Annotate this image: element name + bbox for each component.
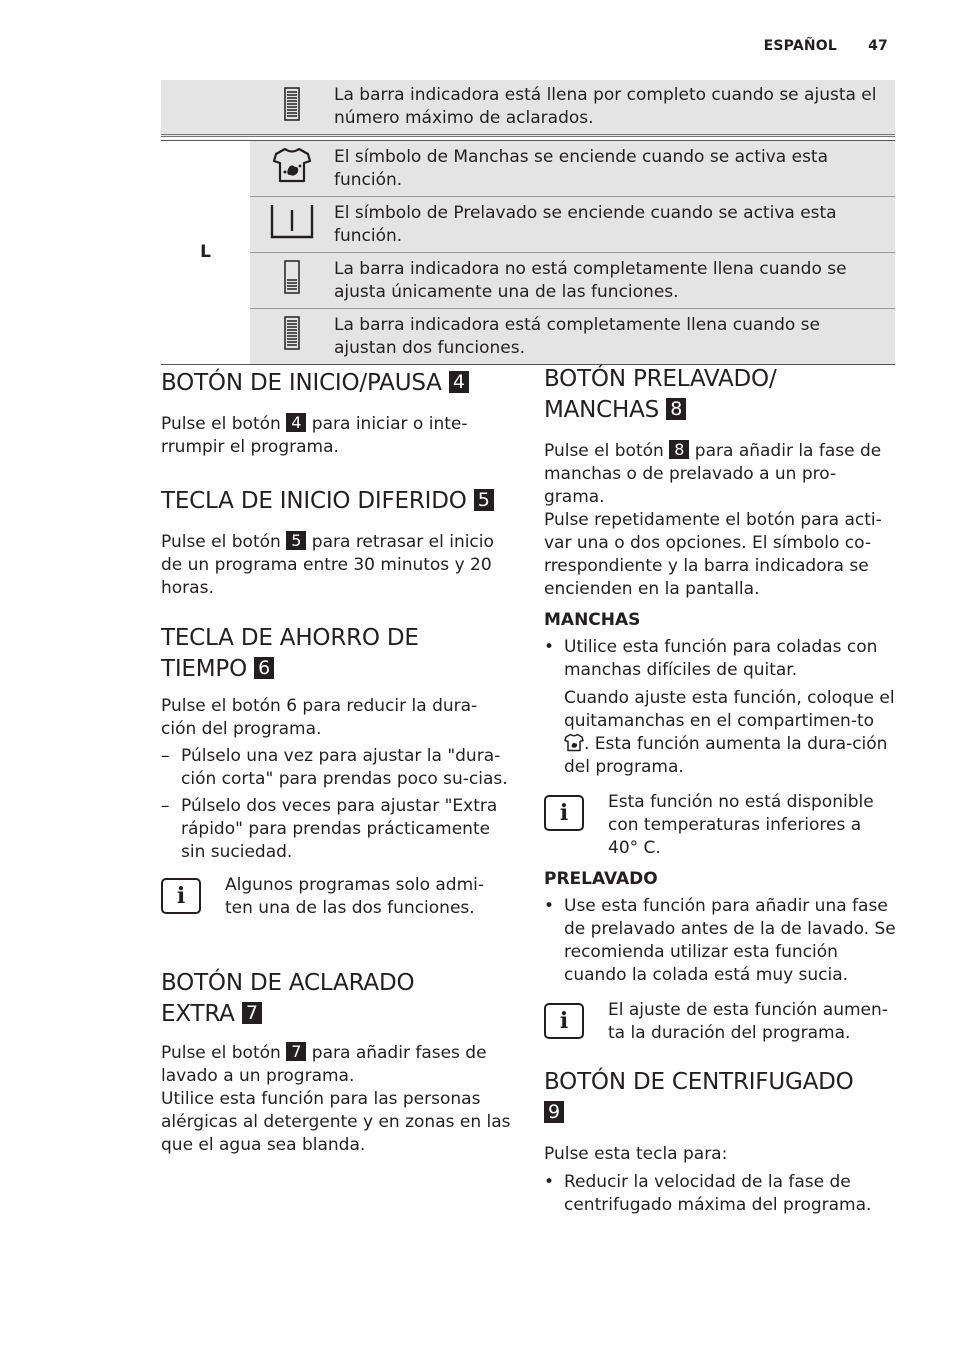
section-paragraph: Utilice esta función para las personas alérgicas al detergente y en zonas en las que el agua sea blanda.: [161, 1089, 511, 1155]
table-icon-cell: [250, 80, 334, 136]
table-text-cell: La barra indicadora está completamente llena cuando se ajustan dos funciones.: [334, 309, 895, 365]
table-key-cell: [161, 80, 250, 136]
bullet-list: [544, 1171, 896, 1217]
button-number-badge: 7: [286, 1042, 306, 1061]
section-prewash-stain: [544, 364, 896, 1045]
table-row: [161, 197, 895, 253]
table-row: [161, 141, 895, 197]
section-delay-start: [161, 486, 511, 600]
section-paragraph: Pulse repetidamente el botón para acti-var una o dos opciones. El símbolo co-rrespondiente y la barra indicadora se encienden en la pantalla.: [544, 510, 882, 599]
button-number-badge: 4: [449, 371, 469, 393]
prewash-tub-icon: [269, 202, 315, 240]
table-icon-cell: [250, 141, 334, 197]
full-bar-icon: [284, 87, 300, 121]
section-title: TECLA DE AHORRO DE TIEMPO 6: [161, 625, 419, 682]
section-paragraph: Pulse el botón 7 para añadir fases de lavado a un programa.: [161, 1042, 487, 1086]
stain-shirt-icon: [272, 147, 312, 183]
table-text-cell: La barra indicadora está llena por completo cuando se ajusta el número máximo de aclarados.: [334, 80, 895, 136]
table-icon-cell: [250, 197, 334, 253]
list-item: • Utilice esta función para coladas con manchas difíciles de quitar.: [544, 636, 896, 682]
button-number-badge: 7: [242, 1002, 262, 1024]
symbol-table-top: [161, 80, 895, 137]
section-title: TECLA DE INICIO DIFERIDO 5: [161, 486, 511, 517]
list-item: • Use esta función para añadir una fase de prelavado antes de la de lavado. Se recomienda utilizar esta función cuando la colada está muy sucia.: [544, 895, 896, 987]
section-time-save: [161, 623, 511, 920]
list-item: – Púlselo dos veces para ajustar "Extra rápido" para prendas prácticamente sin suciedad.: [161, 795, 511, 864]
section-paragraph: Pulse el botón 6 para reducir la dura-ción del programa.: [161, 696, 478, 739]
button-number-badge: 5: [474, 489, 494, 511]
section-paragraph: Pulse el botón 4 para iniciar o inte-rrumpir el programa.: [161, 413, 468, 457]
info-note: i Esta función no está disponible con temperaturas inferiores a 40° C.: [544, 791, 896, 860]
section-title: BOTÓN DE INICIO/PAUSA 4: [161, 368, 511, 399]
section-start-pause: [161, 368, 511, 459]
info-icon: i: [544, 795, 584, 831]
section-title: BOTÓN DE ACLARADO EXTRA 7: [161, 970, 415, 1027]
info-note: i Algunos programas solo admi-ten una de las dos funciones.: [161, 874, 511, 920]
table-key-cell: L: [161, 141, 250, 365]
section-extra-rinse: [161, 968, 511, 1157]
table-icon-cell: [250, 309, 334, 365]
table-row: [161, 80, 895, 136]
partial-bar-icon: [284, 260, 300, 294]
full-bar-icon: [284, 316, 300, 350]
section-title: BOTÓN DE CENTRIFUGADO 9: [544, 1069, 854, 1123]
subsection-title: PRELAVADO: [544, 869, 658, 889]
page-number: 47: [868, 38, 888, 54]
bullet-list: [544, 895, 896, 987]
button-number-badge: 5: [286, 531, 306, 550]
section-paragraph: Pulse esta tecla para:: [544, 1144, 728, 1164]
bullet-list: [544, 636, 896, 682]
subsection-title: MANCHAS: [544, 610, 641, 630]
button-number-badge: 8: [669, 440, 689, 459]
table-row: [161, 309, 895, 365]
button-number-badge: 9: [544, 1101, 564, 1123]
list-item: • Reducir la velocidad de la fase de centrifugado máxima del programa.: [544, 1171, 896, 1217]
section-paragraph: Pulse el botón 8 para añadir la fase de manchas o de prelavado a un pro-grama.: [544, 440, 882, 507]
table-text-cell: El símbolo de Prelavado se enciende cuando se activa esta función.: [334, 197, 895, 253]
button-number-badge: 6: [254, 657, 274, 679]
dash-list: [161, 745, 511, 864]
header-language: ESPAÑOL: [763, 38, 838, 54]
page-header: [764, 38, 888, 54]
list-item: – Púlselo una vez para ajustar la "dura-ción corta" para prendas poco su-cias.: [161, 745, 511, 791]
section-paragraph: Cuando ajuste esta función, coloque el quitamanchas en el compartimen-to . Esta función aumenta la dura-ción del programa.: [564, 688, 895, 777]
button-number-badge: 4: [286, 413, 306, 432]
table-text-cell: La barra indicadora no está completamente llena cuando se ajusta únicamente una de las funciones.: [334, 253, 895, 309]
table-row: [161, 253, 895, 309]
symbol-table-l: [161, 140, 895, 365]
table-icon-cell: [250, 253, 334, 309]
stain-shirt-icon: [564, 733, 584, 752]
section-title: BOTÓN PRELAVADO/ MANCHAS 8: [544, 366, 777, 423]
table-text-cell: El símbolo de Manchas se enciende cuando se activa esta función.: [334, 141, 895, 197]
button-number-badge: 8: [666, 398, 686, 420]
section-paragraph: Pulse el botón 5 para retrasar el inicio de un programa entre 30 minutos y 20 horas.: [161, 531, 494, 598]
section-spin: [544, 1067, 896, 1217]
info-note: i El ajuste de esta función aumen-ta la duración del programa.: [544, 999, 896, 1045]
info-icon: i: [544, 1003, 584, 1039]
info-icon: i: [161, 878, 201, 914]
